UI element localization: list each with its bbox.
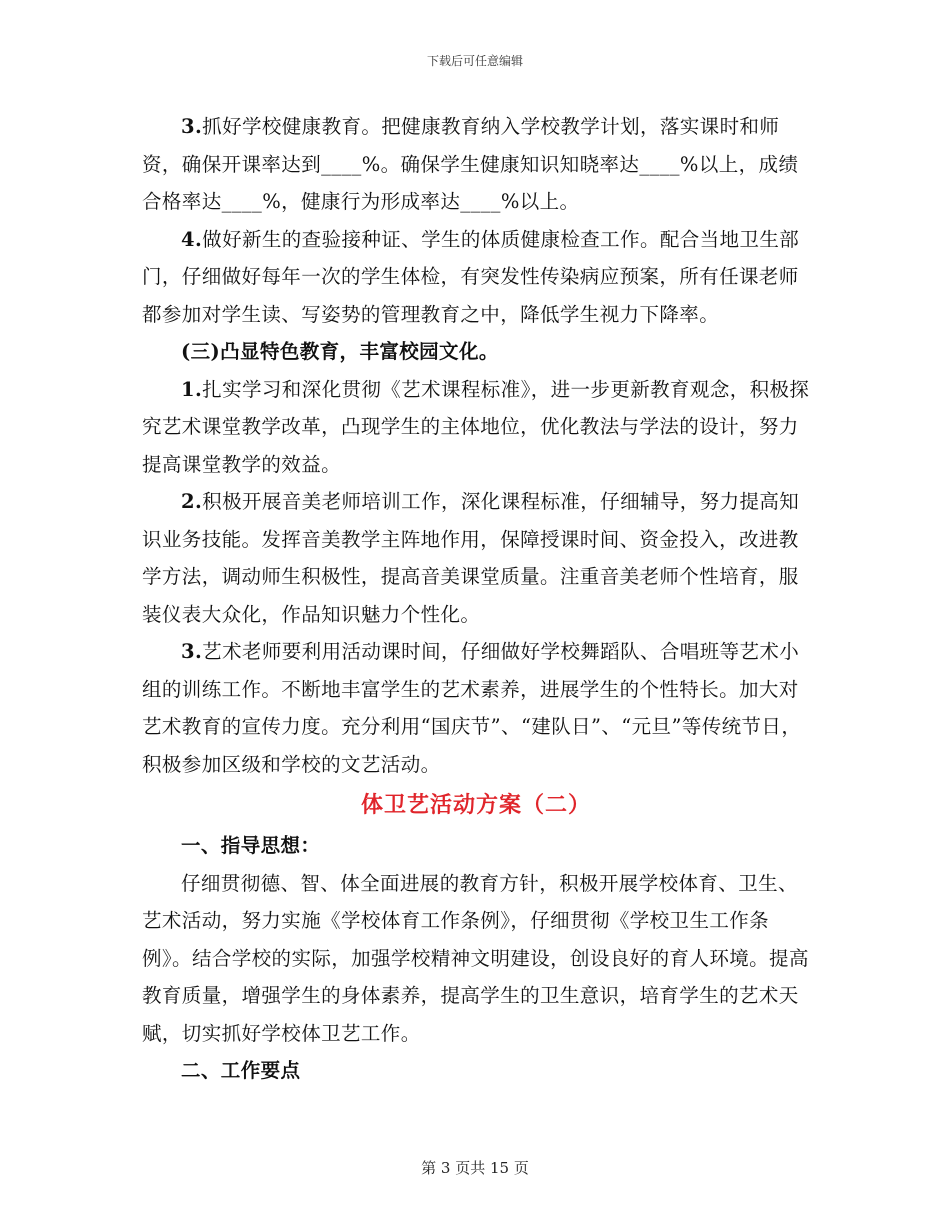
document-body (142, 108, 810, 1090)
paragraph-text: 仔细贯彻德、智、体全面进展的教育方针，积极开展学校体育、卫生、艺术活动，努力实施《学校体育工作条例》，仔细贯彻《学校卫生工作条例》。结合学校的实际，加强学校精神文明建设，创设良好的育人环境。提高教育质量，增强学生的身体素养，提高学生的卫生意识，培育学生的艺术天赋，切实抓好学校体卫艺工作。 (142, 871, 809, 1045)
item-number: 3. (181, 115, 203, 138)
section-heading-three: (三)凸显特色教育，丰富校园文化。 (181, 340, 499, 363)
document-section-title: 体卫艺活动方案（二） (360, 792, 591, 818)
item-number: 1. (181, 377, 203, 401)
section-heading-work-points: 二、工作要点 (181, 1059, 301, 1082)
paragraph-text: 抓好学校健康教育。把健康教育纳入学校教学计划，落实课时和师资，确保开课率达到____%。确保学生健康知识知晓率达____%以上，成绩合格率达____%，健康行为形成率达____%以上。 (142, 115, 799, 213)
section-heading-guiding-thought: 一、指导思想： (181, 834, 321, 857)
paragraph-health-education (142, 108, 810, 221)
paragraph-text: 艺术老师要利用活动课时间，仔细做好学校舞蹈队、合唱班等艺术小组的训练工作。不断地丰富学生的艺术素养，进展学生的个性特长。加大对艺术教育的宣传力度。充分利用“国庆节”、“建队日”、“元旦”等传统节日，积极参加区级和学校的文艺活动。 (142, 640, 802, 776)
page-header: 下载后可任意编辑 (426, 54, 523, 68)
item-number: 2. (181, 490, 203, 513)
page-footer: 第 3 页共 15 页 (421, 1159, 529, 1177)
paragraph-guiding-thought (142, 865, 810, 1053)
paragraph-art-activities (142, 633, 810, 783)
paragraph-text: 积极开展音美老师培训工作，深化课程标准，仔细辅导，努力提高知识业务技能。发挥音美教学主阵地作用，保障授课时间、资金投入，改进教学方法，调动师生积极性，提高音美课堂质量。注重音美老师个性培育，服装仪表大众化，作品知识魅力个性化。 (142, 490, 800, 626)
paragraph-text: 做好新生的查验接种证、学生的体质健康检查工作。配合当地卫生部门，仔细做好每年一次的学生体检，有突发性传染病应预案，所有任课老师都参加对学生读、写姿势的管理教育之中，降低学生视力下降率。 (142, 227, 800, 326)
paragraph-physical-check (142, 221, 810, 334)
paragraph-teacher-training (142, 483, 810, 633)
item-number: 3. (181, 640, 203, 663)
paragraph-text: 扎实学习和深化贯彻《艺术课程标准》，进一步更新教育观念，积极探究艺术课堂教学改革，凸现学生的主体地位，优化教法与学法的设计，努力提高课堂教学的效益。 (142, 377, 810, 476)
paragraph-art-curriculum (142, 371, 810, 484)
item-number: 4. (181, 227, 203, 251)
